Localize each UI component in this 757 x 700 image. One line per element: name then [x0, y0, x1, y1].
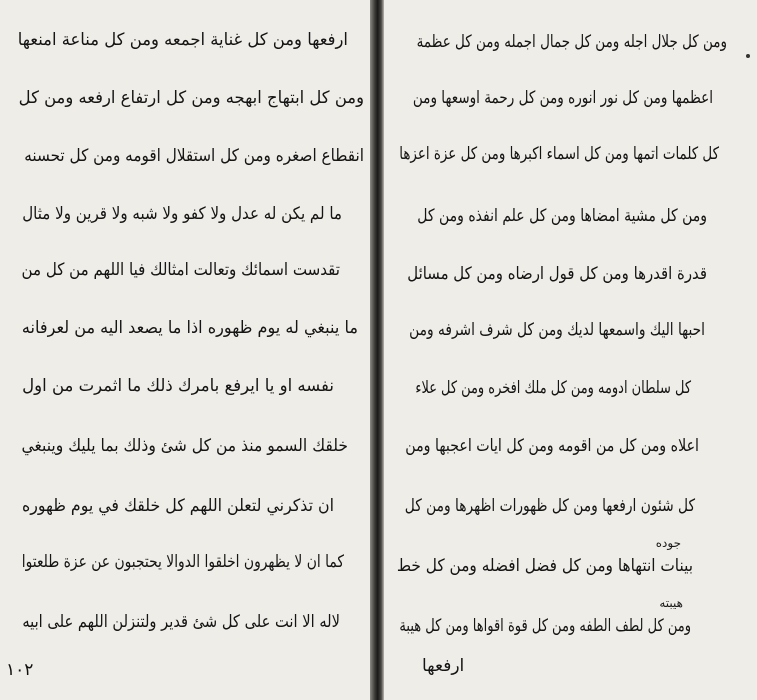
- right-interlinear-2: هيبته: [659, 596, 683, 610]
- book-gutter: [370, 0, 384, 700]
- left-line-5: تقدست اسمائك وتعالت امثالك فيا اللهم من كل من: [21, 260, 341, 280]
- left-line-9: ان تذكرني لتعلن اللهم كل خلقك في يوم ظهوره: [21, 496, 335, 516]
- left-line-7: نفسه او يا ايرفع بامرك ذلك ما اثمرت من اول: [22, 376, 334, 396]
- right-line-5: قدرة اقدرها ومن كل قول ارضاه ومن كل مسائل: [407, 264, 707, 284]
- page-number: ١٠٢: [6, 660, 34, 680]
- left-line-11: لاله الا انت على كل شئ قدير ولتنزلن اللهم على ابيه: [22, 612, 341, 632]
- left-line-4: ما لم يكن له عدل ولا كفو ولا شبه ولا قرين ولا مثال: [22, 204, 343, 224]
- right-line-3: كل كلمات اتمها ومن كل اسماء اكبرها ومن كل عزة اعزها: [399, 144, 719, 164]
- ink-dot: [746, 54, 750, 58]
- right-line-8: اعلاه ومن كل من اقومه ومن كل ايات اعجبها ومن: [405, 436, 699, 456]
- left-page: [0, 0, 370, 700]
- left-line-3: انقطاع اصغره ومن كل استقلال اقومه ومن كل تحسنه: [24, 146, 365, 166]
- left-line-10: كما ان لا يظهرون اخلقوا الدوالا يحتجبون عن عزة طلعتوا: [21, 552, 345, 572]
- right-line-10: بينات انتهاها ومن كل فضل افضله ومن كل خط: [396, 556, 693, 576]
- right-line-11: ومن كل لطف الطفه ومن كل قوة اقواها ومن كل هيبة: [399, 616, 691, 636]
- right-interlinear-1: جوده: [655, 536, 681, 550]
- left-line-6: ما ينبغي له يوم ظهوره اذا ما يصعد اليه من لعرفانه: [21, 318, 359, 338]
- right-line-6: احبها اليك واسمعها لديك ومن كل شرف اشرفه ومن: [409, 320, 705, 340]
- right-line-1: ومن كل جلال اجله ومن كل جمال اجمله ومن كل عظمة: [416, 32, 727, 52]
- right-line-2: اعظمها ومن كل نور انوره ومن كل رحمة اوسعها ومن: [412, 88, 713, 108]
- right-line-9: كل شئون ارفعها ومن كل ظهورات اظهرها ومن كل: [404, 496, 695, 516]
- right-page: [384, 0, 757, 700]
- catchword: ارفعها: [422, 656, 465, 676]
- right-line-4: ومن كل مشية امضاها ومن كل علم انفذه ومن كل: [417, 206, 707, 226]
- left-line-2: ومن كل ابتهاج ابهجه ومن كل ارتفاع ارفعه ومن كل: [18, 88, 364, 108]
- left-line-1: ارفعها ومن كل غناية اجمعه ومن كل مناعة امنعها: [17, 30, 349, 50]
- right-line-7: كل سلطان ادومه ومن كل ملك افخره ومن كل علاء: [415, 378, 691, 398]
- left-line-8: خلقك السمو منذ من كل شئ وذلك بما يليك وينبغي: [21, 436, 348, 456]
